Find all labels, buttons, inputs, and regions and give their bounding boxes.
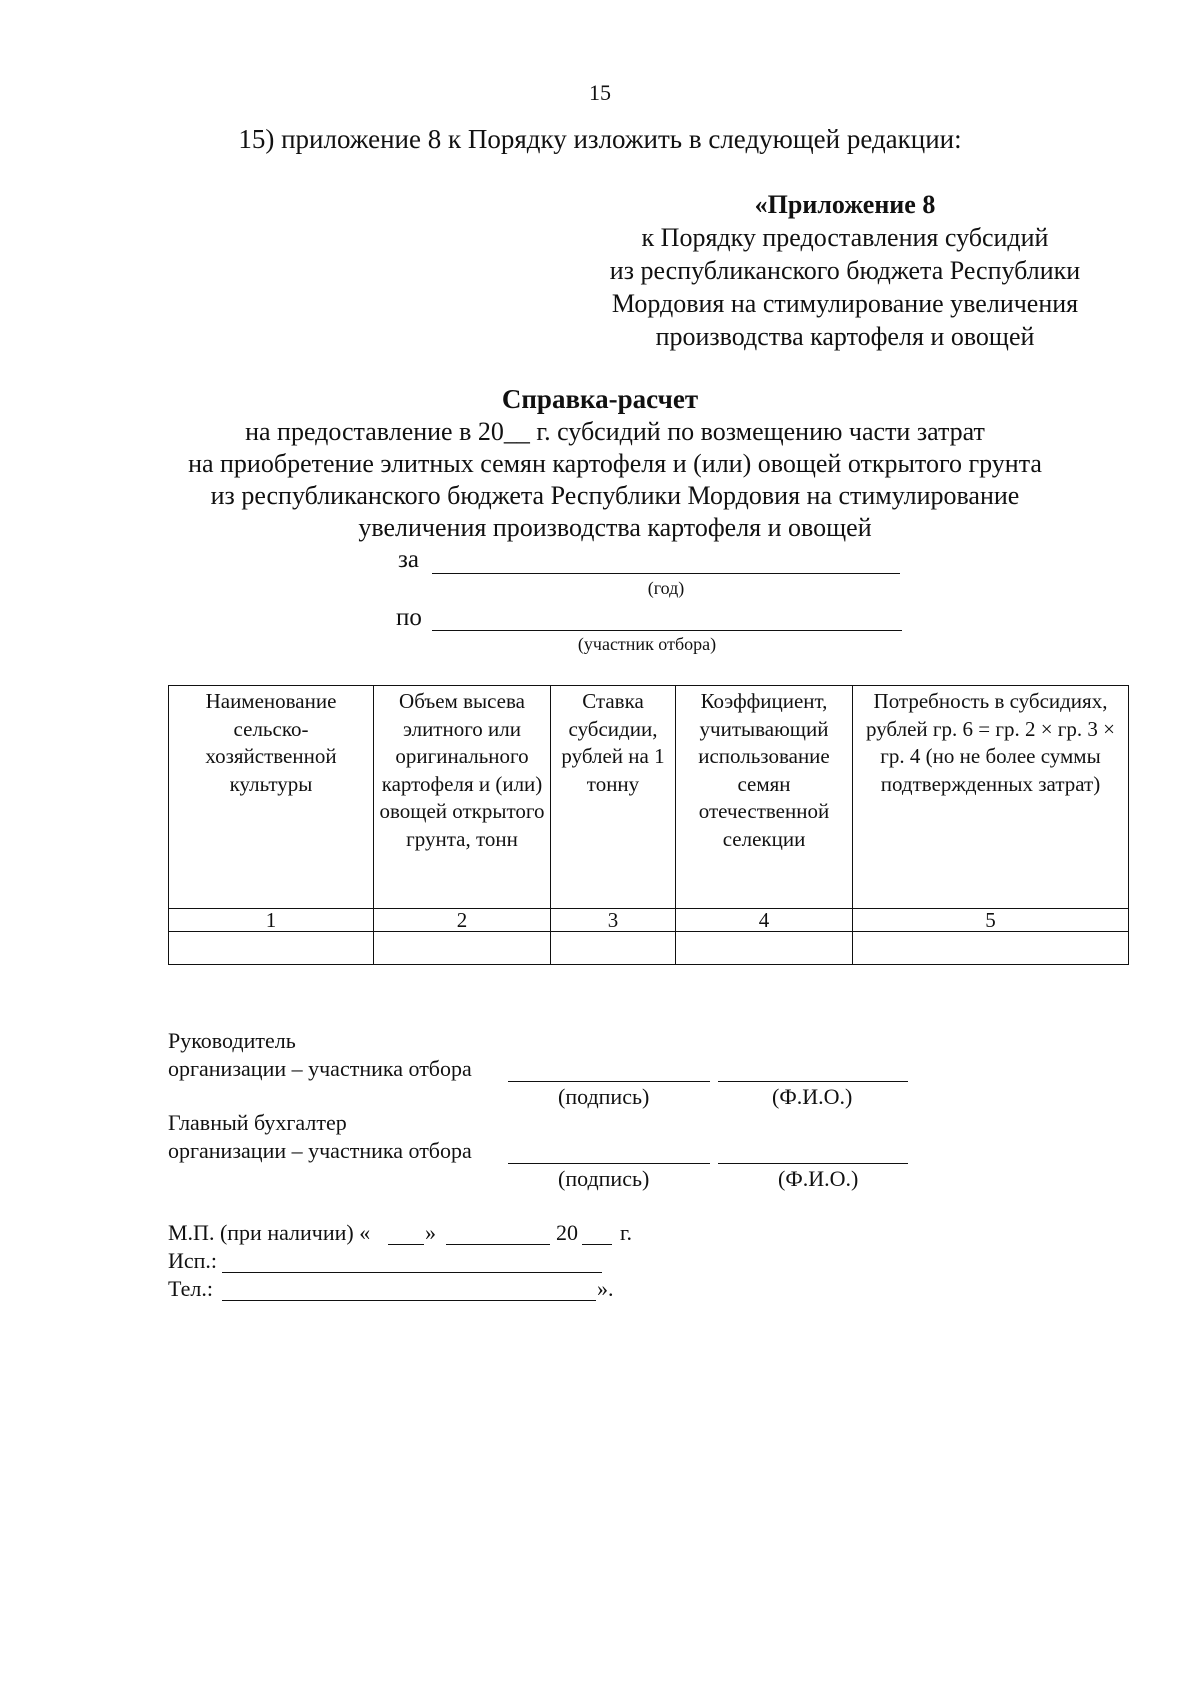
calculation-table [168,685,1129,965]
subtitle-line: на предоставление в 20__ г. субсидий по возмещению части затрат [245,417,985,446]
accountant-organization: организации – участника отбора [168,1138,472,1163]
executor-field-line[interactable] [222,1272,602,1273]
executor-label: Исп.: [168,1248,218,1273]
column-header: Коэффициент, учитывающий использование семян отечественной селекции [676,686,853,909]
accountant-name-line[interactable] [718,1163,908,1164]
accountant-name-caption: (Ф.И.О.) [778,1166,859,1191]
year-suffix: г. [620,1220,633,1245]
column-number: 1 [169,909,374,932]
table-header-row [169,686,1129,909]
document-subtitle [150,416,1080,544]
year-prefix: 20 [556,1220,578,1245]
table-cell[interactable] [374,932,551,965]
table-cell[interactable] [676,932,853,965]
column-header: Ставка субсидии, рублей на 1 тонну [551,686,676,909]
date-year-field-line[interactable] [582,1244,612,1245]
participant-field-line[interactable] [432,630,902,631]
stamp-label: М.П. (при наличии) « [168,1220,371,1245]
accountant-title: Главный бухгалтер [168,1110,347,1135]
table-number-row [169,909,1129,932]
column-number: 3 [551,909,676,932]
subtitle-line: на приобретение элитных семян картофеля и (или) овощей открытого грунта [188,449,1042,478]
participant-label: по [396,604,422,631]
column-number: 5 [853,909,1129,932]
annex-line: Мордовия на стимулирование увеличения [611,289,1079,318]
annex-header [560,188,1130,353]
table-cell[interactable] [853,932,1129,965]
table-cell[interactable] [551,932,676,965]
year-field-line[interactable] [432,573,900,574]
amendment-intro: 15) приложение 8 к Порядку изложить в следующей редакции: [238,124,962,154]
participant-caption: (участник отбора) [577,634,717,654]
annex-line: производства картофеля и овощей [655,322,1035,351]
accountant-signature-caption: (подпись) [558,1166,650,1191]
column-number: 2 [374,909,551,932]
annex-title: «Приложение 8 [754,190,936,219]
head-signature-line[interactable] [508,1081,710,1082]
document-title: Справка-расчет [501,384,699,414]
table-row [169,932,1129,965]
annex-line: из республиканского бюджета Республики [609,256,1081,285]
column-number: 4 [676,909,853,932]
accountant-signature-line[interactable] [508,1163,710,1164]
column-header: Наименование сельско-хозяйственной культуры [169,686,374,909]
head-signature-caption: (подпись) [558,1084,650,1109]
phone-field-line[interactable] [222,1300,596,1301]
subtitle-line: из республиканского бюджета Республики Мордовия на стимулирование [210,481,1020,510]
page-number: 15 [589,80,611,105]
month-field-line[interactable] [446,1244,550,1245]
phone-label: Тел.: [168,1276,213,1301]
year-label: за [398,546,419,573]
head-title: Руководитель [168,1028,296,1053]
annex-line: к Порядку предоставления субсидий [641,223,1049,252]
closing-quote: ». [597,1276,614,1301]
day-field-line[interactable] [388,1244,424,1245]
column-header: Потребность в субсидиях, рублей гр. 6 = гр. 2 × гр. 3 × гр. 4 (но не более суммы подтвержденных затрат) [853,686,1129,909]
quote-close: » [425,1220,436,1245]
head-name-caption: (Ф.И.О.) [772,1084,853,1109]
subtitle-line: увеличения производства картофеля и овощей [358,513,872,542]
table-cell[interactable] [169,932,374,965]
head-name-line[interactable] [718,1081,908,1082]
column-header: Объем высева элитного или оригинального картофеля и (или) овощей открытого грунта, тонн [374,686,551,909]
head-organization: организации – участника отбора [168,1056,472,1081]
year-caption: (год) [647,578,685,598]
